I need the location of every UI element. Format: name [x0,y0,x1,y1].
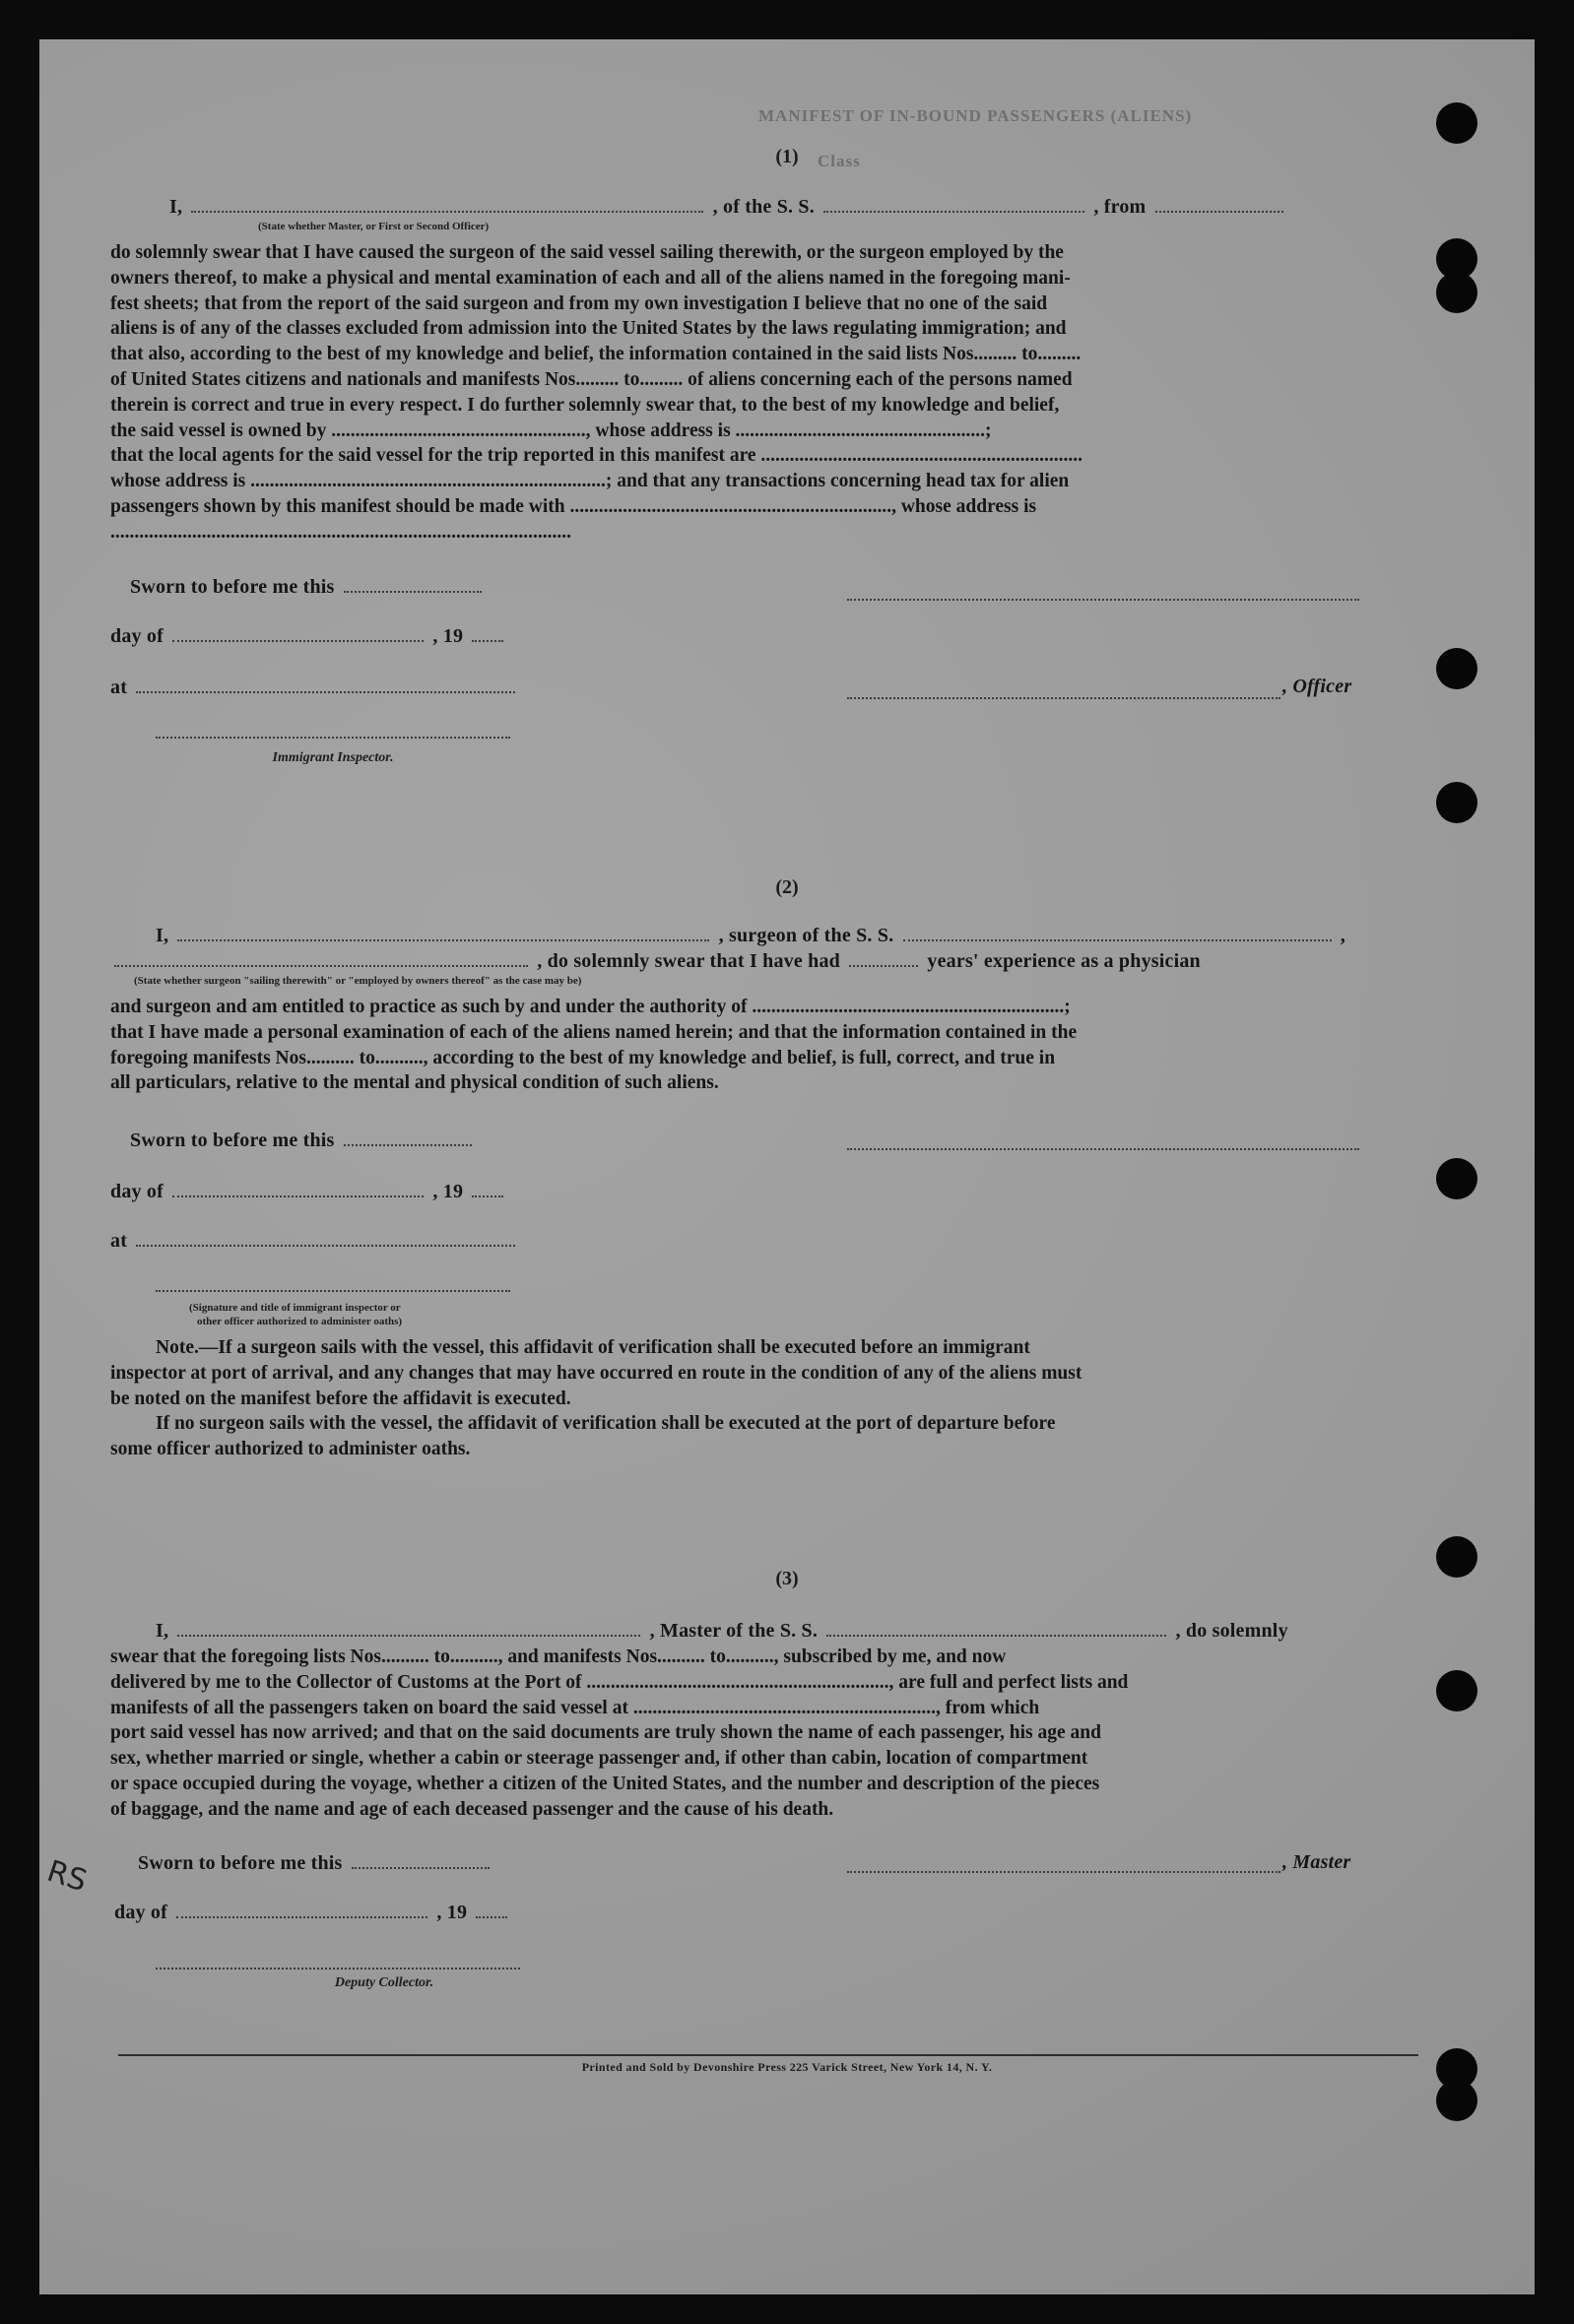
from-label: , from [1093,196,1147,218]
years-blank [849,949,918,967]
binder-hole [1436,2080,1477,2121]
para-line: fest sheets; that from the report of the said surgeon and from my own investigation I believe that no one of the said [110,292,1048,314]
note-line: be noted on the manifest before the affidavit is executed. [110,1388,571,1409]
binder-hole [1436,782,1477,823]
para-line: aliens is of any of the classes excluded from admission into the United States by the laws regulating immigration; and [110,318,1067,340]
para-line: delivered by me to the Collector of Customs at the Port of ..............................................................., are full and perfect lists and [110,1671,1129,1693]
para-line: passengers shown by this manifest should be made with ..................................................................., whose address is [110,495,1037,517]
binder-hole [1436,1670,1477,1711]
at-blank [136,676,515,693]
faded-header-title: MANIFEST OF IN-BOUND PASSENGERS (ALIENS) [758,106,1193,125]
year-blank [476,1901,507,1918]
day-of-line [114,1901,511,1924]
para-line: therein is correct and true in every respect. I do further solemnly swear that, to the best of my knowledge and belief, [110,394,1060,416]
day-of-label: day of [110,1181,164,1202]
note-line: inspector at port of arrival, and any changes that may have occurred en route in the condition of any of the aliens must [110,1362,1082,1384]
para-line: sex, whether married or single, whether a cabin or steerage passenger and, if other than cabin, location of compartment [110,1748,1088,1770]
section-3-paragraph [110,1645,1381,1823]
binder-hole [1436,102,1477,144]
inspector-caption: Immigrant Inspector. [272,750,394,765]
comma: , [1340,925,1345,946]
faded-header-class: Class [818,152,861,170]
deputy-caption: Deputy Collector. [334,1975,434,1990]
deputy-signature-line [156,1966,520,1969]
sworn-blank [352,1851,490,1869]
officer-label: , Officer [1282,676,1352,697]
section-2-line-1 [156,924,1345,947]
para-line: do solemnly swear that I have caused the surgeon of the said vessel sailing therewith, or the surgeon employed by the [110,242,1064,263]
para-line: swear that the foregoing lists Nos.......... to.........., and manifests Nos.......... to.........., subscribed by me, and now [110,1646,1007,1667]
year-blank [472,624,503,642]
para-line: port said vessel has now arrived; and that on the said documents are truly shown the name of each passenger, his age and [110,1722,1101,1744]
section-1-paragraph [110,240,1381,546]
officer-note: (State whether Master, or First or Second Officer) [258,221,490,232]
section-3-number: (3) [775,1568,799,1589]
para-line: that the local agents for the said vessel for the trip reported in this manifest are ................................................................... [110,445,1083,467]
para-line: whose address is ..........................................................................; and that any transactions concerning head tax for alien [110,471,1070,492]
sworn-label: Sworn to before me this [130,1130,335,1151]
binder-hole [1436,648,1477,689]
manifest-page [39,39,1535,2294]
day-of-line [110,1180,507,1203]
i-label: I, [156,925,169,946]
at-blank [136,1229,515,1247]
sworn-line [130,1129,476,1152]
surgeon-type-blank [114,949,528,967]
para-line: that I have made a personal examination of each of the aliens named herein; and that the information contained in the [110,1021,1078,1043]
section-2-paragraph [110,995,1381,1096]
vessel-blank [826,1619,1166,1637]
surgeon-note: (State whether surgeon "sailing therewith" or "employed by owners thereof" as the case may be) [134,975,582,987]
binder-hole [1436,272,1477,313]
para-line: all particulars, relative to the mental and physical condition of such aliens. [110,1072,719,1094]
sworn-blank [344,575,482,593]
year-label: , 19 [432,1181,464,1202]
year-label: , 19 [436,1902,468,1923]
at-line [110,1229,519,1253]
sworn-blank [344,1129,472,1146]
section-2-number: (2) [775,876,799,898]
para-line: of baggage, and the name and age of each deceased passenger and the cause of his death. [110,1798,834,1820]
para-line: of United States citizens and nationals and manifests Nos......... to......... of aliens concerning each of the persons named [110,368,1073,390]
para-line: ................................................................................................ [110,521,571,543]
at-label: at [110,1230,128,1252]
officer-signature-line [847,597,1359,601]
para-line: the said vessel is owned by ....................................................., whose address is ....................................................; [110,420,992,441]
master-name-blank [177,1619,640,1637]
i-label: I, [169,196,183,218]
from-blank [1155,195,1283,213]
note-line: If no surgeon sails with the vessel, the affidavit of verification shall be executed at the port of departure before [156,1413,1056,1435]
master-label: , Master [1282,1851,1351,1873]
day-of-label: day of [114,1902,167,1923]
printer-footer: Printed and Sold by Devonshire Press 225 Varick Street, New York 14, N. Y. [581,2060,993,2074]
sworn-label: Sworn to before me this [130,576,335,598]
vessel-blank [823,195,1084,213]
para-line: foregoing manifests Nos.......... to.........., according to the best of my knowledge and belief, is full, correct, and true in [110,1047,1056,1068]
year-label: , 19 [432,625,464,647]
sworn-label: Sworn to before me this [138,1852,343,1874]
para-line: manifests of all the passengers taken on board the said vessel at ..............................................................., from which [110,1697,1040,1718]
day-of-line [110,624,507,648]
swear-label: , do solemnly swear that I have had [537,950,840,972]
section-1-line-1 [169,195,1287,219]
vessel-blank [903,924,1332,941]
sworn-line [130,575,486,599]
master-signature-line [847,1869,1280,1873]
signature-caption-2: other officer authorized to administer oaths) [197,1316,403,1327]
inspector-signature-line [156,735,510,739]
day-blank [172,1180,424,1197]
inspector-signature-line [156,1288,510,1292]
at-label: at [110,677,128,698]
of-ss-label: , of the S. S. [712,196,815,218]
section-2-line-2 [110,949,1201,973]
note-line: some officer authorized to administer oaths. [110,1439,471,1460]
section-1-number: (1) [775,146,799,167]
years-label: years' experience as a physician [927,950,1201,972]
signature-line [847,1146,1359,1150]
name-blank [191,195,703,213]
para-line: and surgeon and am entitled to practice as such by and under the authority of .................................................................; [110,997,1071,1017]
day-blank [172,624,424,642]
para-line: owners thereof, to make a physical and mental examination of each and all of the aliens named in the foregoing mani- [110,267,1071,289]
section-3-line-1 [156,1619,1288,1643]
signature-caption-1: (Signature and title of immigrant inspector or [189,1302,401,1314]
handwritten-mark: RS [42,1853,92,1900]
surgeon-name-blank [177,924,709,941]
solemnly-label: , do solemnly [1175,1620,1288,1642]
year-blank [472,1180,503,1197]
at-line [110,676,519,699]
day-blank [176,1901,427,1918]
note-line: Note.—If a surgeon sails with the vessel, this affidavit of verification shall be executed before an immigrant [156,1337,1030,1358]
i-label: I, [156,1620,169,1642]
para-line: that also, according to the best of my knowledge and belief, the information contained in the said lists Nos......... to......... [110,344,1082,365]
para-line: or space occupied during the voyage, whether a citizen of the United States, and the number and description of the pieces [110,1773,1100,1794]
officer-name-line [847,695,1280,699]
binder-hole [1436,1158,1477,1199]
sworn-line [138,1851,493,1875]
footer-rule [118,2054,1418,2056]
day-of-label: day of [110,625,164,647]
surgeon-of-label: , surgeon of the S. S. [718,925,894,946]
master-of-label: , Master of the S. S. [649,1620,819,1642]
section-2-note [110,1335,1381,1462]
